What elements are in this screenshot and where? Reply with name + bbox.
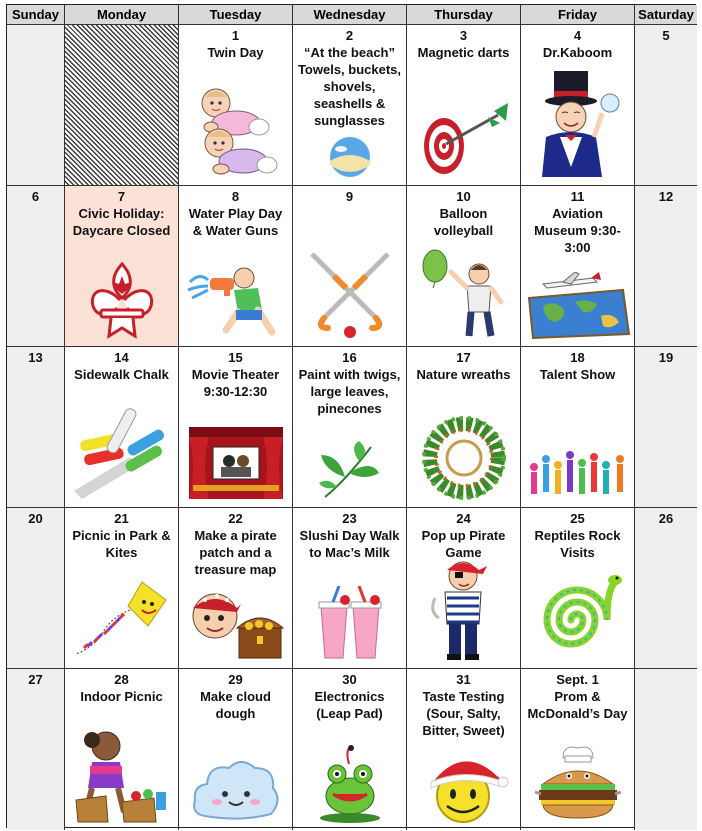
- day-number: 3: [459, 28, 468, 43]
- day-cell-weekend: [7, 669, 65, 830]
- day-number: 6: [31, 189, 40, 204]
- pirate-icon: [429, 558, 499, 662]
- day-cell-weekend: [635, 25, 697, 186]
- dart-target-icon: [416, 101, 512, 179]
- day-cell-weekend: [635, 508, 697, 669]
- day-activity: Reptiles Rock Visits: [534, 528, 621, 560]
- day-cell: [179, 347, 293, 508]
- beach-ball-icon: [325, 135, 375, 179]
- picnic-girl-icon: [72, 726, 172, 824]
- day-number: 12: [658, 189, 674, 204]
- day-activity: Dr.Kaboom: [542, 45, 613, 60]
- magician-icon: [532, 67, 624, 179]
- day-activity: Make cloud dough: [200, 689, 271, 721]
- day-activity: Magnetic darts: [417, 45, 510, 60]
- santa-smiley-icon: [417, 752, 511, 824]
- day-number: 4: [573, 28, 582, 43]
- day-number: 14: [114, 350, 129, 365]
- day-cell: [65, 347, 179, 508]
- day-number: 29: [228, 672, 243, 687]
- wreath-icon: [421, 415, 507, 501]
- day-activity: Sidewalk Chalk: [74, 367, 169, 382]
- day-cell-holiday: [65, 186, 179, 347]
- day-number: 19: [658, 350, 674, 365]
- day-number: 21: [114, 511, 129, 526]
- chalk-icon: [70, 403, 174, 501]
- day-cell-weekend: [635, 186, 697, 347]
- day-number: 16: [342, 350, 357, 365]
- day-cell-empty: [635, 669, 697, 830]
- day-cell: [293, 508, 407, 669]
- day-cell-weekend: [635, 347, 697, 508]
- day-activity: Paint with twigs, large leaves, pinecones: [298, 367, 401, 416]
- day-number: 28: [114, 672, 129, 687]
- day-activity: Civic Holiday: Daycare Closed: [72, 206, 171, 238]
- day-cell: [521, 347, 635, 508]
- day-activity: Twin Day: [207, 45, 264, 60]
- burger-chef-icon: [533, 744, 623, 824]
- day-number: 8: [231, 189, 240, 204]
- day-activity: Indoor Picnic: [80, 689, 163, 704]
- day-cell: [293, 186, 407, 347]
- balloon-volleyball-icon: [417, 248, 511, 340]
- day-activity: Balloon volleyball: [433, 206, 494, 238]
- snake-icon: [533, 570, 623, 662]
- frog-icon: [315, 744, 385, 824]
- day-cell-empty: [7, 25, 65, 186]
- day-number: 26: [658, 511, 674, 526]
- day-number: 30: [342, 672, 357, 687]
- day-number: 5: [662, 28, 670, 43]
- day-cell: [65, 669, 179, 830]
- day-cell: [407, 25, 521, 186]
- day-cell: [407, 186, 521, 347]
- day-number: 23: [342, 511, 357, 526]
- day-activity: Movie Theater 9:30-12:30: [191, 367, 280, 399]
- calendar-grid: [6, 4, 696, 828]
- header-sunday: Sunday: [7, 5, 65, 25]
- twin-babies-icon: [191, 83, 281, 179]
- airplane-map-icon: [523, 272, 633, 340]
- day-number: 18: [570, 350, 585, 365]
- day-number: 1: [231, 28, 240, 43]
- day-cell: [179, 508, 293, 669]
- day-number: 10: [456, 189, 471, 204]
- day-cell: [407, 347, 521, 508]
- talent-silhouettes-icon: [526, 437, 630, 501]
- day-cell-weekend: [7, 347, 65, 508]
- day-activity: Slushi Day Walk to Mac’s Milk: [299, 528, 400, 560]
- day-cell: [521, 186, 635, 347]
- day-activity: Water Play Day & Water Guns: [188, 206, 283, 238]
- day-activity: Pop up Pirate Game: [421, 528, 506, 560]
- day-activity: Picnic in Park & Kites: [72, 528, 171, 560]
- day-number: Sept. 1: [556, 672, 599, 687]
- kite-icon: [70, 578, 174, 662]
- day-cell: [293, 25, 407, 186]
- day-number: 9: [345, 189, 354, 204]
- header-monday: Monday: [65, 5, 179, 25]
- cloud-icon: [191, 756, 281, 824]
- day-cell: [407, 669, 521, 830]
- header-saturday: Saturday: [635, 5, 697, 25]
- day-cell: [179, 669, 293, 830]
- slushie-cups-icon: [315, 586, 385, 662]
- day-activity: Prom & McDonald’s Day: [527, 689, 628, 721]
- header-wednesday: Wednesday: [293, 5, 407, 25]
- day-number: 24: [456, 511, 471, 526]
- day-number: 15: [228, 350, 243, 365]
- movie-theater-icon: [187, 425, 285, 501]
- day-number: 2: [345, 28, 354, 43]
- leaf-icon: [315, 441, 385, 501]
- day-activity: Taste Testing (Sour, Salty, Bitter, Sweet): [422, 689, 505, 738]
- header-tuesday: Tuesday: [179, 5, 293, 25]
- day-cell: [521, 669, 635, 830]
- day-number: 20: [28, 511, 43, 526]
- header-thursday: Thursday: [407, 5, 521, 25]
- day-cell-blocked: [65, 25, 179, 186]
- day-cell: [179, 25, 293, 186]
- water-gun-kid-icon: [186, 260, 286, 340]
- day-cell-weekend: [7, 508, 65, 669]
- day-cell: [521, 508, 635, 669]
- day-number: 22: [228, 511, 243, 526]
- day-number: 13: [28, 350, 43, 365]
- day-cell: [65, 508, 179, 669]
- day-cell: [293, 669, 407, 830]
- day-cell: [407, 508, 521, 669]
- pirate-treasure-icon: [187, 586, 285, 662]
- day-activity: Nature wreaths: [416, 367, 511, 382]
- day-cell: [293, 347, 407, 508]
- day-number: 17: [456, 350, 471, 365]
- day-cell: [179, 186, 293, 347]
- day-number: 31: [456, 672, 471, 687]
- day-number: 25: [570, 511, 585, 526]
- hockey-sticks-icon: [304, 248, 396, 340]
- day-activity: “At the beach” Towels, buckets, shovels, seashells & sunglasses: [297, 45, 402, 128]
- day-number: 27: [28, 672, 43, 687]
- day-cell-weekend: [7, 186, 65, 347]
- day-number: 7: [117, 189, 126, 204]
- day-activity: Make a pirate patch and a treasure map: [194, 528, 277, 577]
- day-activity: Aviation Museum 9:30-3:00: [534, 206, 621, 255]
- day-cell: [521, 25, 635, 186]
- day-activity: Talent Show: [539, 367, 616, 382]
- day-number: 11: [570, 189, 585, 204]
- day-activity: Electronics (Leap Pad): [314, 689, 385, 721]
- maple-leaf-fleur-icon: [87, 260, 157, 340]
- header-friday: Friday: [521, 5, 635, 25]
